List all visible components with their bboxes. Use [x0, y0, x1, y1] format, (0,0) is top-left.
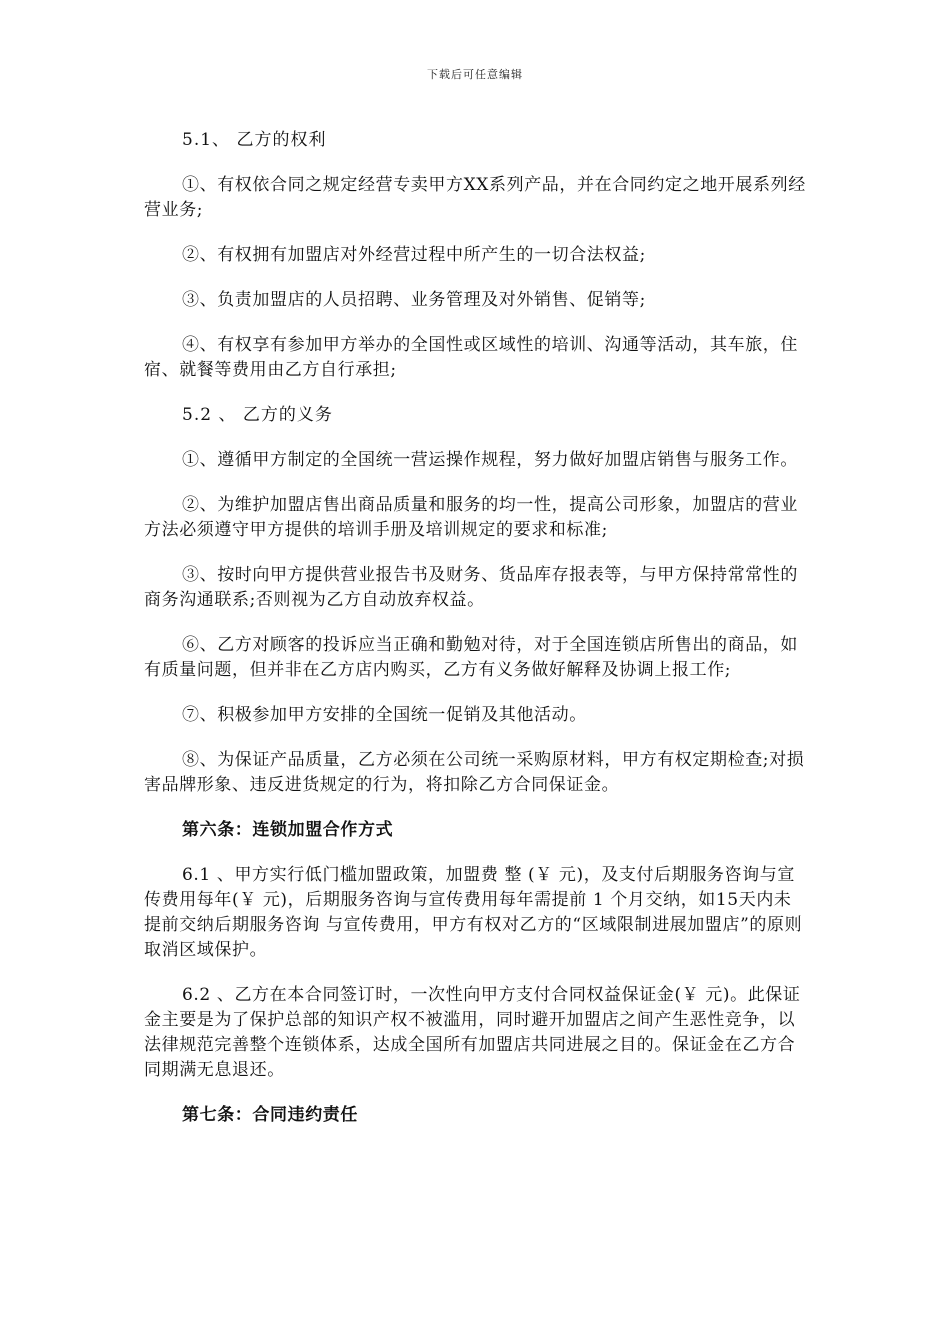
clause-5-2-item-1: ①、遵循甲方制定的全国统一营运操作规程，努力做好加盟店销售与服务工作。: [182, 450, 798, 470]
clause-5-2-item-7: ⑦、积极参加甲方安排的全国统一促销及其他活动。: [182, 705, 587, 725]
article-6-heading: 第六条：连锁加盟合作方式: [182, 820, 394, 840]
clause-5-1-item-2: ②、有权拥有加盟店对外经营过程中所产生的一切合法权益;: [182, 245, 646, 265]
document-body: [144, 128, 806, 1148]
section-title-5-2: 5.2 、 乙方的义务: [182, 405, 333, 425]
clause-6-1: 6.1 、甲方实行低门槛加盟政策，加盟费 整 (￥ 元)，及支付后期服务咨询与宣传费用每年(￥ 元)，后期服务咨询与宣传费用每年需提前 1 个月交纳，如15天内未提前交纳后期服务咨询 与宣传费用，甲方有权对乙方的“区域限制进展加盟店”的原则取消区域保护。: [144, 865, 803, 960]
clause-5-2-item-3: ③、按时向甲方提供营业报告书及财务、货品库存报表等，与甲方保持常常性的商务沟通联系;否则视为乙方自动放弃权益。: [144, 565, 798, 610]
clause-5-2-item-2: ②、为维护加盟店售出商品质量和服务的均一性，提高公司形象，加盟店的营业方法必须遵守甲方提供的培训手册及培训规定的要求和标准;: [144, 495, 798, 540]
clause-5-1-item-3: ③、负责加盟店的人员招聘、业务管理及对外销售、促销等;: [182, 290, 646, 310]
clause-5-1-item-4: ④、有权享有参加甲方举办的全国性或区域性的培训、沟通等活动，其车旅，住宿、就餐等费用由乙方自行承担;: [144, 335, 798, 380]
page-header-note: 下载后可任意编辑: [427, 68, 523, 81]
clause-5-2-item-6: ⑥、乙方对顾客的投诉应当正确和勤勉对待，对于全国连锁店所售出的商品，如有质量问题，但并非在乙方店内购买，乙方有义务做好解释及协调上报工作;: [144, 635, 798, 680]
section-title-5-1: 5.1、 乙方的权利: [182, 130, 327, 150]
article-7-heading: 第七条：合同违约责任: [182, 1105, 358, 1125]
clause-5-1-item-1: ①、有权依合同之规定经营专卖甲方XX系列产品，并在合同约定之地开展系列经营业务;: [144, 175, 806, 220]
clause-6-2: 6.2 、乙方在本合同签订时，一次性向甲方支付合同权益保证金(￥ 元)。此保证金主要是为了保护总部的知识产权不被滥用，同时避开加盟店之间产生恶性竞争，以法律规范完善整个连锁体系，达成全国所有加盟店共同进展之目的。保证金在乙方合同期满无息退还。: [144, 985, 801, 1080]
clause-5-2-item-8: ⑧、为保证产品质量，乙方必须在公司统一采购原材料，甲方有权定期检查;对损害品牌形象、违反进货规定的行为，将扣除乙方合同保证金。: [144, 750, 805, 795]
